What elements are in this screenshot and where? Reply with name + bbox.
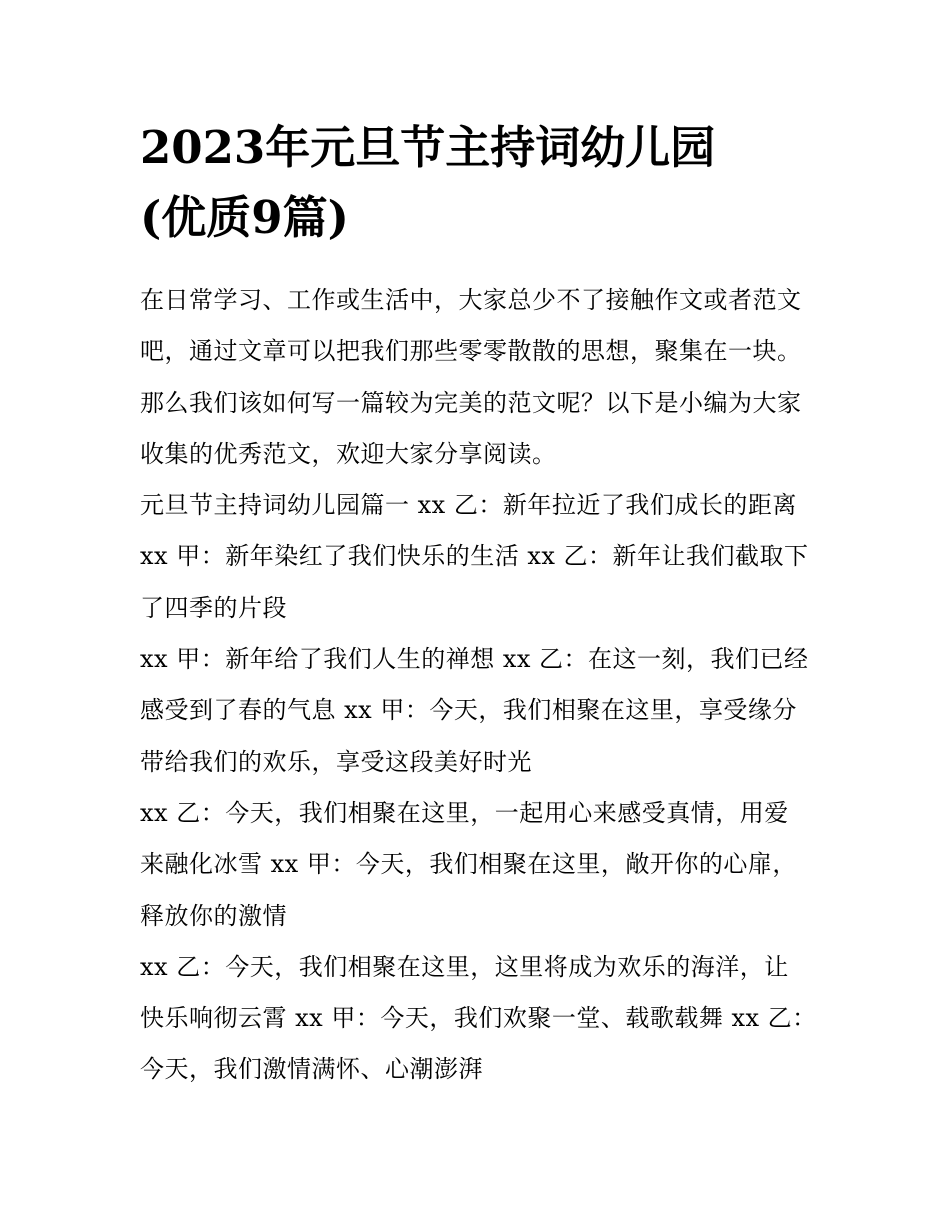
document-title	[140, 113, 820, 253]
body-line: 今天，我们激情满怀、心潮澎湃	[140, 1055, 483, 1084]
body-line: 了四季的片段	[140, 593, 287, 622]
body-line: 在日常学习、工作或生活中，大家总少不了接触作文或者范文	[140, 286, 802, 314]
body-line: xx 甲：新年染红了我们快乐的生活 xx 乙：新年让我们截取下	[140, 542, 809, 571]
body-line: 收集的优秀范文，欢迎大家分享阅读。	[140, 439, 557, 468]
document-body	[140, 275, 830, 1096]
body-line: xx 乙：今天，我们相聚在这里，一起用心来感受真情，用爱	[140, 798, 789, 827]
body-line: xx 乙：今天，我们相聚在这里，这里将成为欢乐的海洋，让	[140, 952, 789, 981]
body-line: 带给我们的欢乐，享受这段美好时光	[140, 747, 532, 776]
body-line: 感受到了春的气息 xx 甲：今天，我们相聚在这里，享受缘分	[140, 696, 797, 725]
body-line: 那么我们该如何写一篇较为完美的范文呢？以下是小编为大家	[140, 388, 802, 417]
body-line: 来融化冰雪 xx 甲：今天，我们相聚在这里，敞开你的心扉，	[140, 850, 797, 879]
body-line: 释放你的激情	[140, 901, 287, 930]
body-line: 元旦节主持词幼儿园篇一 xx 乙：新年拉近了我们成长的距离	[140, 491, 797, 520]
body-line: 吧，通过文章可以把我们那些零零散散的思想，聚集在一块。	[140, 337, 802, 366]
title-line-2: (优质9篇)	[140, 191, 349, 244]
body-line: xx 甲：新年给了我们人生的禅想 xx 乙：在这一刻，我们已经	[140, 645, 809, 674]
body-line: 快乐响彻云霄 xx 甲：今天，我们欢聚一堂、载歌载舞 xx 乙：	[140, 1004, 817, 1033]
title-line-1: 2023年元旦节主持词幼儿园	[140, 121, 716, 174]
